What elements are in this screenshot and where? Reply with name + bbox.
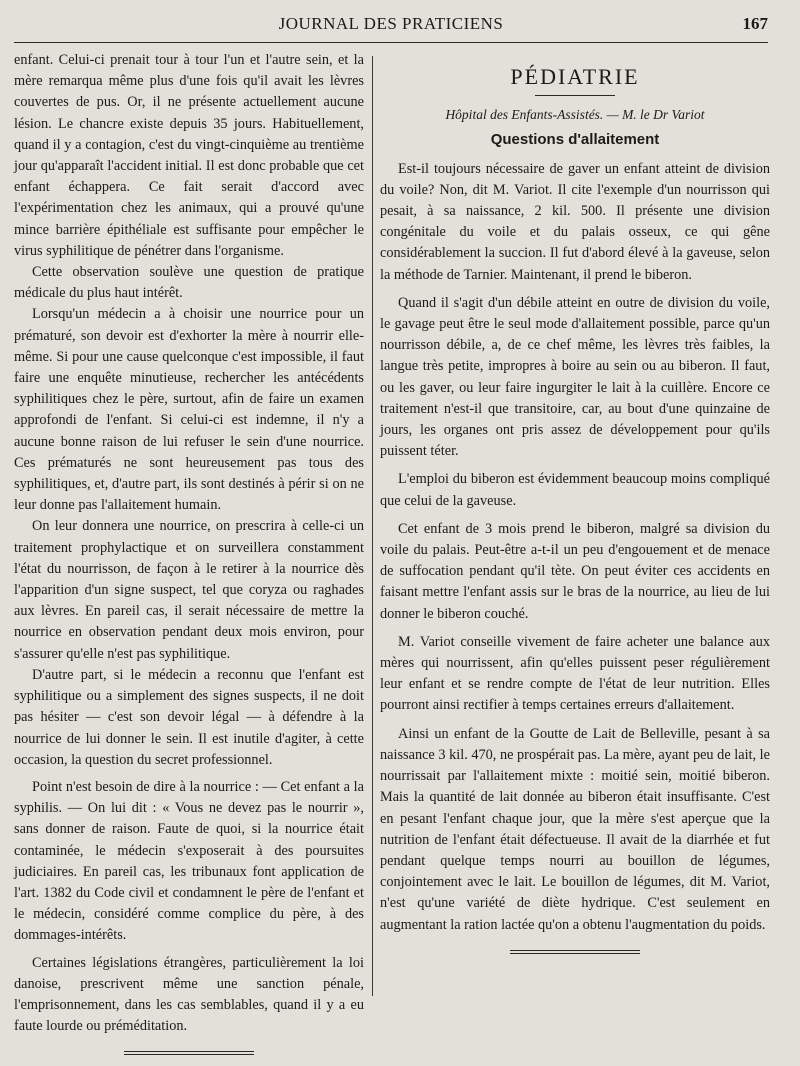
paragraph: Est-il toujours nécessaire de gaver un enfant atteint de division du voile? Non, dit M. Variot. Il cite l'exemple d'un nourrisson qui pesait, à sa naissance, 2 kil. 500. Il présente une division congénitale du voile et du palais osseux, ce qui gêne considérablement la succion. Il fut d'abord élevé à la gaveuse, selon la méthode de Tarnier. Maintenant, il prend le biberon.	[380, 160, 770, 283]
byline: Hôpital des Enfants-Assistés. — M. le Dr Variot	[445, 107, 705, 123]
paragraph: Ainsi un enfant de la Goutte de Lait de Belleville, pesant à sa naissance 3 kil. 470, ne prospérait pas. La mère, ayant peu de lait, le nourrissait par l'allaitement mixte : moitié sein, moitié biberon. Mais la quantité de lait donnée au biberon était insuffisante. C'est en pesant l'enfant chaque jour, que la mère s'est aperçue que la nutrition de l'enfant était défectueuse. Il avait de la diarrhée et fut pendant quelque temps nourri au bouillon de légumes, conjointement avec le lait. Le bouillon de légumes, dit M. Variot, n'est qu'une variété de diète hydrique. C'est seulement en augmentant la ration lactée qu'on a obtenu l'augmentation du poids.	[380, 725, 770, 933]
journal-title: JOURNAL DES PRATICIENS	[278, 14, 504, 33]
paragraph: Quand il s'agit d'un débile atteint en outre de division du voile, le gavage peut être le seul mode d'allaitement possible, parce qu'un nourrisson débile, a, de ce chef même, les lèvres très faibles, la langue très petite, impropres à boire au sein ou au biberon. Il faut, ou les gaver, ou leur faire ingurgiter le lait à la cuillère. Encore ce traitement n'est-il que transitoire, car, au bout d'une quinzaine de jours, les organes ont pris assez de développement pour qu'ils puissent téter.	[380, 294, 770, 460]
article-title: Questions d'allaitement	[490, 131, 660, 149]
section-rule	[535, 95, 615, 96]
end-rule	[124, 1051, 254, 1055]
paragraph: On leur donnera une nourrice, on prescrira à celle-ci un traitement prophylactique et on surveillera constamment l'état du nourrisson, de façon à le retirer à la nourrice dès l'apparition d'un signe suspect, tel que coryza ou raghades aux lèvres. En pareil cas, il serait nécessaire de mettre la nourrice en observation pendant deux mois environ, pour s'assurer qu'elle n'est pas syphilitique.	[14, 518, 364, 662]
running-head	[14, 10, 768, 43]
paragraph: Lorsqu'un médecin a à choisir une nourrice pour un prématuré, son devoir est d'exhorter la mère à nourrir elle-même. Si pour une cause quelconque c'est impossible, il faut faire une enquête minutieuse, rechercher les antécédents syphilitiques chez le père, surtout, afin de faire un examen approfondi de l'enfant. Si celui-ci est indemne, il n'y a aucune bonne raison de lui refuser le sein d'une nourrice. Ces prématurés ne sont heureusement pas tous des syphilitiques, et, d'autre part, ils sont destinés à périr si on ne leur donne pas l'allaitement humain.	[14, 306, 364, 514]
section-title: PÉDIATRIE	[510, 64, 640, 89]
paragraph: Certaines législations étrangères, particulièrement la loi danoise, prescrivent même une sanction pénale, l'emprisonnement, dans les cas semblables, quand il y a eu faute lourde ou préméditation.	[14, 954, 364, 1035]
right-column	[380, 50, 770, 954]
paragraph: M. Variot conseille vivement de faire acheter une balance aux mères qui nourrissent, afin qu'elles puissent peser régulièrement leur enfant et se rendre compte de l'état de leur nutrition. Elles pourront ainsi rectifier à temps certaines erreurs d'allaitement.	[380, 633, 770, 714]
paragraph: enfant. Celui-ci prenait tour à tour l'un et l'autre sein, et la mère remarqua même plus d'une fois qu'il avait les lèvres couvertes de pus. Or, il ne présente actuellement aucune lésion. Le chancre existe depuis 35 jours. Habituellement, quand il y a contagion, c'est du vingt-cinquième au trentième jour qu'apparaît l'accident initial. Il est donc probable que cet enfant échappera. Ce fait serait d'accord avec l'expérimentation chez les animaux, qui a prouvé qu'une mince barrière épithéliale est suffisante pour empêcher le virus syphilitique de pénétrer dans l'organisme.	[14, 52, 364, 259]
left-column	[14, 50, 364, 1055]
end-rule	[510, 950, 640, 954]
column-divider	[372, 56, 373, 996]
paragraph: Cette observation soulève une question de pratique médicale du plus haut intérêt.	[14, 264, 364, 302]
paragraph: Cet enfant de 3 mois prend le biberon, malgré sa division du voile du palais. Peut-être a-t-il un peu d'engouement et de menace de suffocation pendant qu'il tète. On peut éviter ces accidents en faisant mettre l'enfant assis sur le bras de la nourrice, au lieu de lui donner le biberon couché.	[380, 520, 770, 622]
page-number: 167	[742, 14, 768, 33]
paragraph: L'emploi du biberon est évidemment beaucoup moins compliqué que celui de la gaveuse.	[380, 471, 770, 509]
paragraph: Point n'est besoin de dire à la nourrice : — Cet enfant a la syphilis. — On lui dit : « Vous ne devez pas le nourrir », sans donner de raison. Faute de quoi, si la nourrice était contaminée, le médecin s'exposerait à des poursuites judiciaires. En pareil cas, les tribunaux font application de l'art. 1382 du Code civil et condamnent le père de l'enfant et le médecin, considéré comme complice du père, à des dommages-intérêts.	[14, 778, 364, 944]
paragraph: D'autre part, si le médecin a reconnu que l'enfant est syphilitique ou a simplement des signes suspects, il ne doit pas hésiter — c'est son devoir légal — à défendre à la nourrice de lui donner le sein. Il est inutile d'agiter, à cette occasion, la question du secret professionnel.	[14, 666, 364, 768]
